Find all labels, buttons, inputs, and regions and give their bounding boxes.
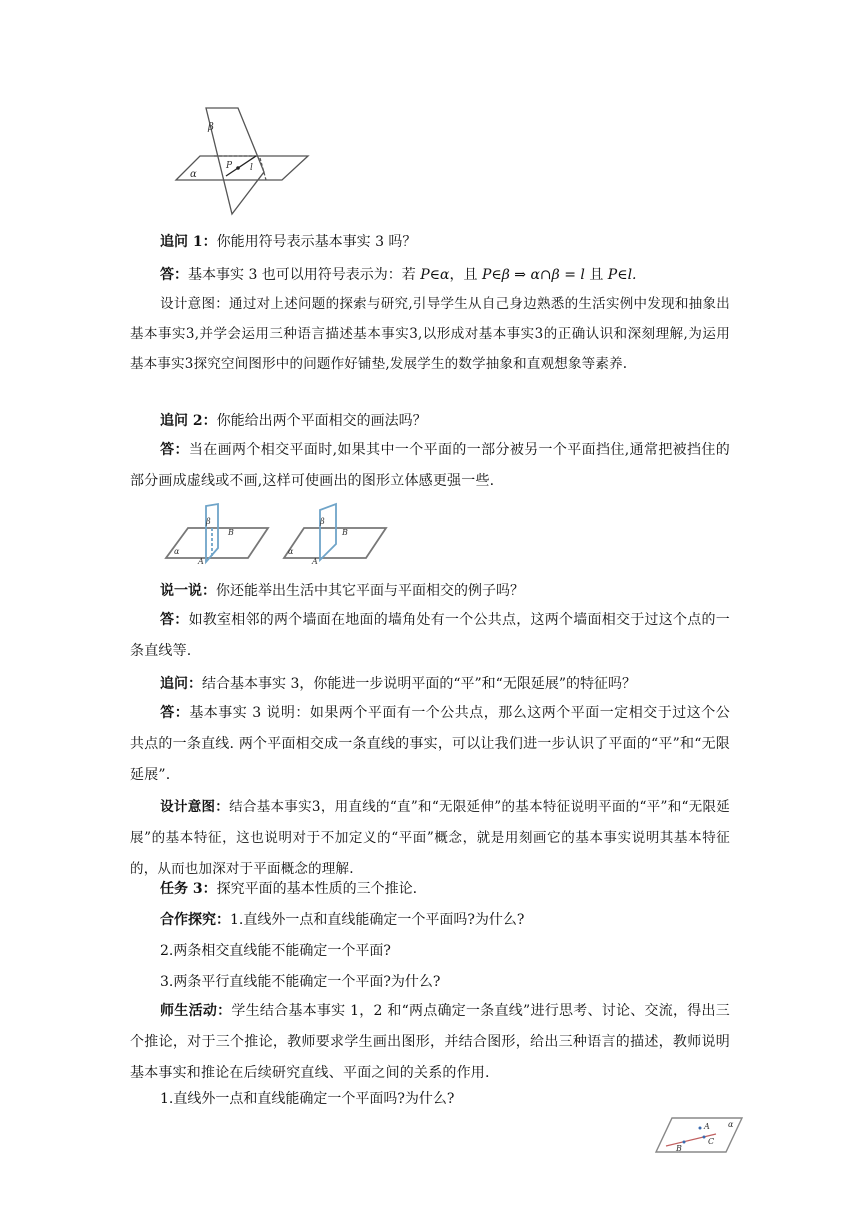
answer-4-text: 基本事实 3 说明：如果两个平面有一个公共点，那么这两个平面一定相交于过这个公共点的一条直线. 两个平面相交成一条直线的事实，可以让我们进一步认识了平面的“平”和“无限延展”. — [130, 705, 731, 783]
point-P — [236, 166, 240, 170]
followup-1 — [160, 232, 416, 252]
answer-3-text: 如教室相邻的两个墙面在地面的墙角处有一个公共点，这两个墙面相交于过这个点的一条直线等. — [130, 612, 730, 659]
say-one-say-label: 说一说： — [160, 583, 216, 599]
activity-label: 师生活动： — [160, 1003, 232, 1019]
answer-1-math-3: P∈l. — [607, 267, 637, 283]
say-one-say — [160, 581, 524, 601]
fig3-A-label: A — [704, 1122, 710, 1131]
answer-4-label: 答： — [160, 705, 190, 721]
answer-2 — [130, 435, 730, 497]
point-A — [699, 1127, 702, 1130]
plane-intersection-drawings — [160, 502, 400, 566]
question-2-text: 2.两条相交直线能不能确定一个平面? — [160, 943, 391, 959]
answer-1-math-1: P∈α — [420, 267, 450, 283]
question-2 — [160, 941, 391, 961]
followup-3-label: 追问： — [160, 676, 202, 692]
followup-2 — [160, 411, 427, 431]
answer-1-math-2: P∈β ⇒ α∩β = l — [481, 267, 585, 283]
fig3-B-label: B — [676, 1144, 682, 1153]
answer-1 — [160, 265, 637, 285]
l-label: l — [250, 163, 253, 173]
answer-3-label: 答： — [160, 612, 189, 628]
alpha-label: α — [190, 169, 197, 180]
fig2b-A-label: A — [312, 557, 318, 566]
point-B — [683, 1141, 686, 1144]
design-intent-2-label: 设计意图： — [160, 799, 230, 815]
followup-2-text: 你能给出两个平面相交的画法吗？ — [216, 413, 427, 429]
answer-1-text-c: 且 — [584, 267, 608, 283]
question-3-text: 3.两条平行直线能不能确定一个平面?为什么? — [160, 974, 441, 990]
fig2b-beta-label: β — [320, 517, 325, 526]
fig2-alpha-label: α — [174, 547, 180, 556]
followup-2-label: 追问 2： — [160, 413, 217, 429]
answer-2-label: 答： — [160, 442, 189, 458]
question-1-repeat-text: 1.直线外一点和直线能确定一个平面吗?为什么? — [160, 1091, 455, 1107]
followup-1-label: 追问 1： — [160, 234, 217, 250]
cooperative-inquiry-text: 1.直线外一点和直线能确定一个平面吗?为什么? — [230, 912, 525, 928]
say-one-say-text: 你还能举出生活中其它平面与平面相交的例子吗？ — [216, 583, 524, 599]
point-C — [703, 1136, 706, 1139]
cooperative-inquiry — [160, 910, 524, 930]
point-line-plane-figure — [654, 1112, 744, 1160]
answer-1-text-a: 基本事实 3 也可以用符号表示为：若 — [188, 267, 421, 283]
design-intent-1 — [130, 289, 730, 379]
fig2-B-label: B — [228, 528, 234, 537]
design-intent-2 — [130, 792, 730, 885]
cooperative-inquiry-label: 合作探究： — [160, 912, 230, 928]
answer-1-label: 答： — [160, 267, 188, 283]
teacher-student-activity — [130, 996, 730, 1089]
fig2b-alpha-label: α — [288, 547, 294, 556]
fig2-A-label: A — [198, 557, 204, 566]
fig2b-B-label: B — [342, 528, 348, 537]
task-3 — [160, 879, 417, 899]
answer-3 — [130, 605, 730, 667]
followup-3-text: 结合基本事实 3，你能进一步说明平面的“平”和“无限延展”的特征吗？ — [202, 676, 636, 692]
answer-1-text-b: ，且 — [449, 267, 482, 283]
task-3-text: 探究平面的基本性质的三个推论. — [216, 881, 418, 897]
followup-1-text: 你能用符号表示基本事实 3 吗？ — [216, 234, 417, 250]
p-label: P — [226, 161, 233, 171]
activity-text: 学生结合基本事实 1，2 和“两点确定一条直线”进行思考、讨论、交流，得出三个推论，对于三个推论，教师要求学生画出图形，并结合图形，给出三种语言的描述，教师说明基本事实和推论在后续研究直线、平面之间的关系的作用. — [130, 1003, 730, 1081]
design-intent-1-text: 设计意图：通过对上述问题的探索与研究,引导学生从自己身边熟悉的生活实例中发现和抽象出基本事实3,并学会运用三种语言描述基本事实3,以形成对基本事实3的正确认识和深刻理解,为运用基本事实3探究空间图形中的问题作好铺垫,发展学生的数学抽象和直观想象等素养. — [130, 296, 730, 372]
answer-2-text: 当在画两个相交平面时,如果其中一个平面的一部分被另一个平面挡住,通常把被挡住的部分画成虚线或不画,这样可使画出的图形立体感更强一些. — [130, 442, 730, 489]
fig3-alpha-label: α — [728, 1120, 734, 1129]
fig2-beta-label: β — [206, 517, 211, 526]
task-3-label: 任务 3： — [160, 881, 217, 897]
question-3 — [160, 972, 440, 992]
question-1-repeat — [160, 1089, 454, 1109]
fig3-C-label: C — [708, 1137, 715, 1146]
beta-label: β — [208, 122, 214, 133]
design-intent-2-text: 结合基本事实3，用直线的“直”和“无限延伸”的基本特征说明平面的“平”和“无限延展”的基本特征，这也说明对于不加定义的“平面”概念，就是用刻画它的基本事实说明其基本特征的，从而也加深对于平面概念的理解. — [130, 799, 731, 877]
intersecting-planes-figure — [170, 100, 310, 220]
followup-3 — [160, 674, 636, 694]
answer-4 — [130, 698, 730, 791]
